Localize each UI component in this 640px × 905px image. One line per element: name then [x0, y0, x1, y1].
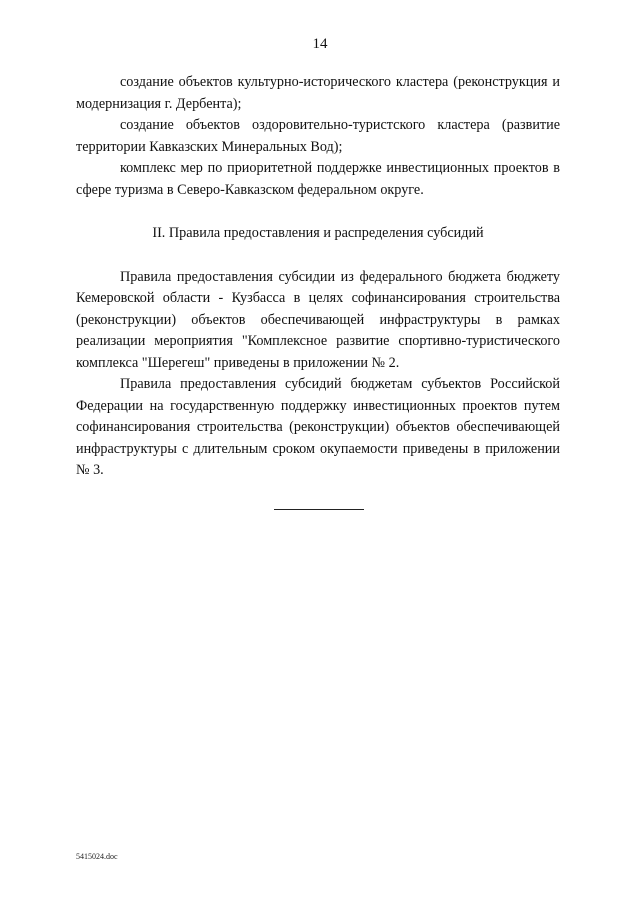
page-number: 14: [312, 36, 328, 52]
paragraph-kmv-cluster: создание объектов оздоровительно-туристского кластера (развитие территории Кавказских Минеральных Вод);: [76, 117, 560, 155]
end-divider: [274, 509, 364, 510]
footer-file-name: 5415024.doc: [76, 852, 118, 861]
paragraph-subjects-rules: Правила предоставления субсидий бюджетам субъектов Российской Федерации на государственную поддержку инвестиционных проектов путем софинансирования строительства (реконструкции) объектов обеспечивающей инфраструктуры с длительным сроком окупаемости приведены в приложении № 3.: [76, 376, 560, 478]
paragraph-derbent-cluster: создание объектов культурно-исторического кластера (реконструкция и модернизация г. Дербента);: [76, 74, 560, 112]
document-body: [76, 72, 560, 482]
section-heading: II. Правила предоставления и распределения субсидий: [152, 225, 484, 241]
paragraph-sheregesh-rules: Правила предоставления субсидии из федерального бюджета бюджету Кемеровской области - Кузбасса в целях софинансирования строительства (реконструкции) объектов обеспечивающей инфраструктуры в рамках реализации мероприятия "Комплексное развитие спортивно-туристического комплекса "Шерегеш" приведены в приложении № 2.: [76, 268, 560, 371]
paragraph-skfo-investment: комплекс мер по приоритетной поддержке инвестиционных проектов в сфере туризма в Северо-Кавказском федеральном округе.: [76, 160, 560, 198]
